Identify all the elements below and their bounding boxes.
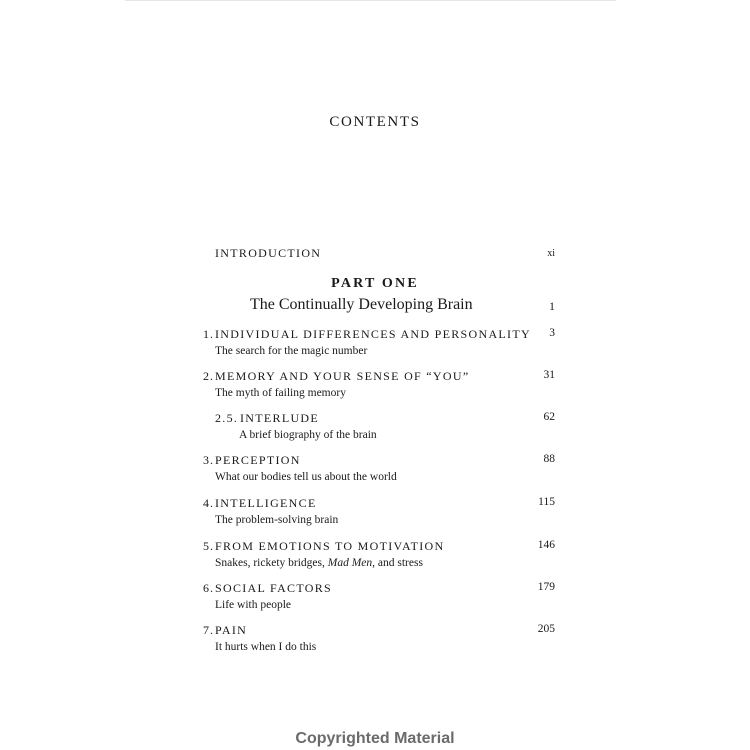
entry-title: INDIVIDUAL DIFFERENCES AND PERSONALITY bbox=[215, 327, 531, 341]
entry-page: 31 bbox=[543, 369, 555, 381]
entry-number: 1. bbox=[203, 327, 214, 341]
entry-subtitle: The search for the magic number bbox=[215, 345, 368, 357]
entry-title: INTELLIGENCE bbox=[215, 496, 317, 510]
entry-page: 146 bbox=[537, 539, 555, 551]
entry-number: 2. bbox=[203, 369, 214, 383]
subtitle-text: , and stress bbox=[372, 557, 423, 569]
entry-title: MEMORY AND YOUR SENSE OF “YOU” bbox=[215, 369, 470, 383]
part-page: 1 bbox=[549, 299, 555, 313]
entry-subtitle: The problem-solving brain bbox=[215, 514, 339, 526]
entry-page: 88 bbox=[543, 453, 555, 465]
entry-page: 205 bbox=[537, 623, 555, 635]
entry-subtitle: What our bodies tell us about the world bbox=[215, 471, 397, 483]
contents-title: CONTENTS bbox=[329, 114, 421, 130]
entry-page: 3 bbox=[549, 327, 555, 339]
entry-title: INTRODUCTION bbox=[215, 246, 322, 260]
entry-number: 5. bbox=[203, 539, 214, 553]
page-top-border bbox=[125, 0, 616, 1]
entry-page: 62 bbox=[543, 411, 555, 423]
part-title[interactable]: The Continually Developing Brain bbox=[250, 296, 473, 313]
subtitle-italic-text: Mad Men bbox=[327, 557, 373, 569]
entry-title: SOCIAL FACTORS bbox=[215, 581, 333, 595]
entry-subtitle: The myth of failing memory bbox=[215, 387, 346, 399]
copyright-watermark: Copyrighted Material bbox=[295, 730, 455, 747]
entry-subtitle: It hurts when I do this bbox=[215, 641, 317, 653]
part-label: PART ONE bbox=[331, 276, 419, 291]
entry-subtitle: Life with people bbox=[215, 599, 292, 611]
subtitle-text: Snakes, rickety bridges, bbox=[215, 557, 328, 569]
entry-title: INTERLUDE bbox=[240, 411, 320, 425]
entry-page: 115 bbox=[538, 496, 555, 508]
entry-page: xi bbox=[547, 248, 555, 259]
entry-subtitle bbox=[215, 557, 423, 569]
entry-title: PERCEPTION bbox=[215, 453, 301, 467]
entry-number: 4. bbox=[203, 496, 214, 510]
entry-title: FROM EMOTIONS TO MOTIVATION bbox=[215, 539, 445, 553]
entry-title: PAIN bbox=[215, 623, 248, 637]
entry-number: 3. bbox=[203, 453, 214, 467]
entry-page: 179 bbox=[537, 581, 555, 593]
entry-subtitle: A brief biography of the brain bbox=[239, 429, 377, 441]
entry-number: 7. bbox=[203, 623, 214, 637]
entry-number: 6. bbox=[203, 581, 214, 595]
entry-number: 2.5. bbox=[215, 411, 239, 425]
